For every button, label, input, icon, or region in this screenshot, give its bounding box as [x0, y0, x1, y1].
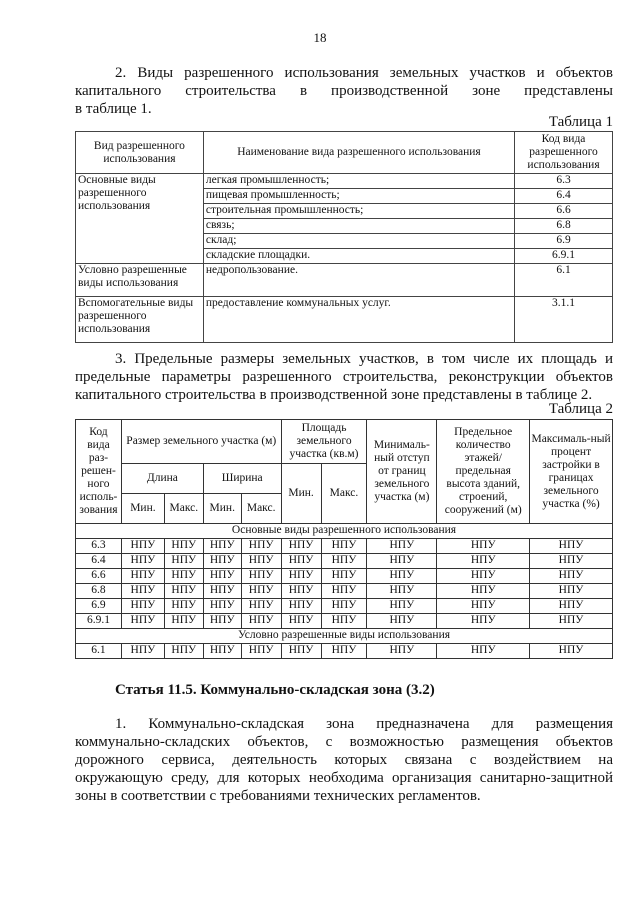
- section-row: [76, 524, 613, 539]
- header-area: Площадь земельного участка (кв.м): [281, 420, 367, 464]
- paragraph-line: 3. Предельные размеры земельных участков, в том числе их площадь и: [115, 351, 613, 367]
- use-code: 6.9: [515, 234, 613, 249]
- cell: НПУ: [121, 614, 164, 629]
- table-2: [75, 419, 613, 659]
- paragraph-line: коммунально-складских объектов, с возможностью размещения объектов: [75, 734, 613, 750]
- article-paragraph: [75, 715, 613, 805]
- header-area-min: Мин.: [281, 464, 321, 524]
- cell: НПУ: [530, 584, 613, 599]
- header-coverage: Максималь-ный процент застройки в границах земельного участка (%): [530, 420, 613, 524]
- header-width: Ширина: [203, 464, 281, 494]
- paragraph-line: дорожного сервиса, деятельность которых связана с воздействием на: [75, 752, 613, 768]
- cell: НПУ: [164, 644, 203, 659]
- cell: НПУ: [281, 569, 321, 584]
- cell: НПУ: [530, 554, 613, 569]
- cell: НПУ: [321, 569, 367, 584]
- cell: НПУ: [281, 614, 321, 629]
- cell: НПУ: [241, 569, 281, 584]
- cell: НПУ: [241, 584, 281, 599]
- header-length-min: Мин.: [121, 494, 164, 524]
- use-name: недропользование.: [203, 264, 514, 297]
- cell: НПУ: [321, 614, 367, 629]
- use-code: 6.8: [515, 219, 613, 234]
- cell: НПУ: [530, 614, 613, 629]
- header-length: Длина: [121, 464, 203, 494]
- cell-code: 6.6: [76, 569, 122, 584]
- cell: НПУ: [121, 554, 164, 569]
- section-title: Условно разрешенные виды использования: [76, 629, 613, 644]
- cell: НПУ: [281, 644, 321, 659]
- cell: НПУ: [367, 554, 437, 569]
- cell: НПУ: [321, 539, 367, 554]
- cell: НПУ: [367, 539, 437, 554]
- cell-code: 6.1: [76, 644, 122, 659]
- table-1: [75, 131, 613, 343]
- use-code: 6.1: [515, 264, 613, 297]
- cell: НПУ: [203, 614, 241, 629]
- cell: НПУ: [437, 569, 530, 584]
- table-row: [76, 584, 613, 599]
- header-area-max: Макс.: [321, 464, 367, 524]
- cell: НПУ: [203, 554, 241, 569]
- paragraph-line: капитального строительства в производственной зоне представлены в таблице 2.: [75, 387, 593, 403]
- section-2-paragraph: [75, 64, 613, 118]
- cell: НПУ: [530, 644, 613, 659]
- header-cell: Наименование вида разрешенного использования: [203, 132, 514, 174]
- cell: НПУ: [367, 584, 437, 599]
- article-heading: Статья 11.5. Коммунально-складская зона (3.2): [115, 682, 435, 698]
- cell: НПУ: [121, 599, 164, 614]
- table-row: [76, 297, 613, 343]
- cell: НПУ: [164, 569, 203, 584]
- table-row: [76, 644, 613, 659]
- cell: НПУ: [241, 599, 281, 614]
- cell-code: 6.9: [76, 599, 122, 614]
- cell: НПУ: [203, 599, 241, 614]
- paragraph-line: 1. Коммунально-складская зона предназначена для размещения: [115, 716, 613, 732]
- cell: НПУ: [321, 554, 367, 569]
- cell-code: 6.3: [76, 539, 122, 554]
- paragraph-line: зоны в соответствии с требованиями технических регламентов.: [75, 788, 481, 804]
- cell: НПУ: [121, 584, 164, 599]
- table-row: [76, 599, 613, 614]
- cell: НПУ: [241, 614, 281, 629]
- header-size: Размер земельного участка (м): [121, 420, 281, 464]
- cell-code: 6.4: [76, 554, 122, 569]
- cell: НПУ: [437, 599, 530, 614]
- cell: НПУ: [530, 569, 613, 584]
- table-row: [76, 539, 613, 554]
- table-row: [76, 174, 613, 189]
- table-row: [76, 264, 613, 297]
- section-title: Основные виды разрешенного использования: [76, 524, 613, 539]
- cell: НПУ: [321, 584, 367, 599]
- paragraph-line: 2. Виды разрешенного использования земельных участков и объектов: [115, 65, 613, 81]
- use-name: связь;: [203, 219, 514, 234]
- header-code: Код вида раз-решен-ного исполь-зования: [76, 420, 122, 524]
- header-cell: Код вида разрешенного использования: [515, 132, 613, 174]
- paragraph-line: окружающую среду, для которых необходима организация санитарно-защитной: [75, 770, 613, 786]
- use-name: склад;: [203, 234, 514, 249]
- header-cell: Вид разрешенного использования: [76, 132, 204, 174]
- cell: НПУ: [367, 599, 437, 614]
- paragraph-line: капитального строительства в производственной зоне представлены: [75, 83, 613, 99]
- cell: НПУ: [437, 539, 530, 554]
- cell: НПУ: [367, 569, 437, 584]
- group-label: Вспомогательные виды разрешенного использования: [76, 297, 204, 343]
- cell: НПУ: [164, 584, 203, 599]
- cell: НПУ: [203, 569, 241, 584]
- page-number: 18: [313, 30, 327, 45]
- cell: НПУ: [164, 614, 203, 629]
- use-name: легкая промышленность;: [203, 174, 514, 189]
- cell-code: 6.8: [76, 584, 122, 599]
- paragraph-line: в таблице 1.: [75, 101, 152, 117]
- use-code: 6.3: [515, 174, 613, 189]
- cell: НПУ: [281, 584, 321, 599]
- cell: НПУ: [164, 554, 203, 569]
- cell: НПУ: [437, 554, 530, 569]
- cell: НПУ: [281, 554, 321, 569]
- use-code: 6.4: [515, 189, 613, 204]
- use-code: 6.6: [515, 204, 613, 219]
- header-floors: Предельное количество этажей/ предельная высота зданий, строений, сооружений (м): [437, 420, 530, 524]
- table-header-row: [76, 132, 613, 174]
- table-2-caption: Таблица 2: [548, 401, 613, 417]
- cell: НПУ: [241, 539, 281, 554]
- table-row: [76, 614, 613, 629]
- use-name: предоставление коммунальных услуг.: [203, 297, 514, 343]
- cell: НПУ: [164, 539, 203, 554]
- cell: НПУ: [203, 539, 241, 554]
- use-code: 3.1.1: [515, 297, 613, 343]
- use-name: строительная промышленность;: [203, 204, 514, 219]
- header-width-min: Мин.: [203, 494, 241, 524]
- table-1-caption: Таблица 1: [548, 114, 613, 130]
- table-row: [76, 554, 613, 569]
- cell: НПУ: [367, 644, 437, 659]
- group-label: Условно разрешенные виды использования: [76, 264, 204, 297]
- use-name: пищевая промышленность;: [203, 189, 514, 204]
- use-name: складские площадки.: [203, 249, 514, 264]
- cell: НПУ: [530, 599, 613, 614]
- header-width-max: Макс.: [241, 494, 281, 524]
- cell: НПУ: [530, 539, 613, 554]
- cell: НПУ: [437, 644, 530, 659]
- cell: НПУ: [281, 539, 321, 554]
- cell: НПУ: [241, 644, 281, 659]
- paragraph-line: предельные параметры разрешенного строительства, реконструкции объектов: [75, 369, 613, 385]
- cell: НПУ: [437, 584, 530, 599]
- cell: НПУ: [281, 599, 321, 614]
- cell: НПУ: [437, 614, 530, 629]
- cell: НПУ: [203, 644, 241, 659]
- cell-code: 6.9.1: [76, 614, 122, 629]
- cell: НПУ: [241, 554, 281, 569]
- use-code: 6.9.1: [515, 249, 613, 264]
- cell: НПУ: [121, 539, 164, 554]
- group-label: Основные виды разрешенного использования: [76, 174, 204, 264]
- cell: НПУ: [367, 614, 437, 629]
- cell: НПУ: [164, 599, 203, 614]
- cell: НПУ: [121, 569, 164, 584]
- cell: НПУ: [203, 584, 241, 599]
- header-setback: Минималь-ный отступ от границ земельного участка (м): [367, 420, 437, 524]
- cell: НПУ: [121, 644, 164, 659]
- section-row: [76, 629, 613, 644]
- header-length-max: Макс.: [164, 494, 203, 524]
- cell: НПУ: [321, 644, 367, 659]
- table-row: [76, 569, 613, 584]
- section-3-paragraph: [75, 350, 613, 404]
- cell: НПУ: [321, 599, 367, 614]
- table-header-row: [76, 420, 613, 464]
